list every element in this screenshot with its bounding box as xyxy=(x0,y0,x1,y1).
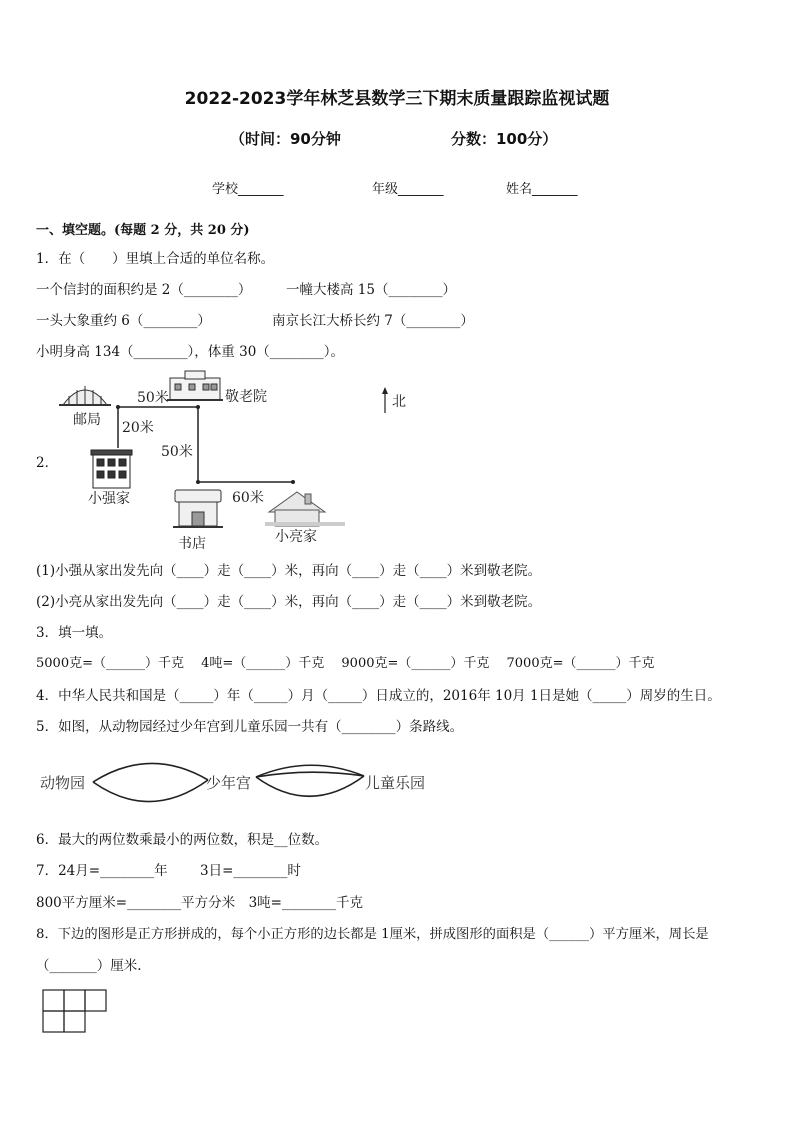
q1-line2a: 一头大象重约 6（________） xyxy=(36,313,211,329)
exam-time: （时间：90分钟 xyxy=(230,130,341,148)
q2-number: 2． xyxy=(36,455,59,471)
q2-route-map xyxy=(55,370,355,555)
route-palace-park-mid xyxy=(256,772,364,777)
route-line xyxy=(118,407,293,482)
label-xiaoliang-home: 小亮家 xyxy=(275,529,317,545)
north-indicator xyxy=(378,386,418,416)
label-dist-60: 60米 xyxy=(232,490,264,506)
label-dist-50-mid: 50米 xyxy=(161,444,193,460)
q8-square-figure xyxy=(42,989,112,1035)
q6-stem: 6．最大的两位数乘最小的两位数，积是__位数。 xyxy=(36,832,329,848)
q1-line1a: 一个信封的面积约是 2（________） xyxy=(36,282,252,298)
q2-sub2: (2)小亮从家出发先向（____）走（____）米，再向（____）走（____）米到敬老院。 xyxy=(36,594,542,610)
label-north: 北 xyxy=(392,394,406,410)
unit-square xyxy=(43,990,64,1011)
nursing-home-icon xyxy=(167,371,223,400)
post-office-icon xyxy=(59,386,111,405)
route-node xyxy=(196,405,200,409)
q7-line1a: 7．24月=________年 xyxy=(36,863,168,879)
unit-square xyxy=(64,990,85,1011)
route-node xyxy=(116,405,120,409)
label-zoo: 动物园 xyxy=(40,774,86,792)
route-zoo-palace-bottom xyxy=(93,780,208,802)
exam-score: 分数：100分） xyxy=(451,130,558,148)
q5-stem: 5．如图，从动物园经过少年宫到儿童乐园一共有（________）条路线。 xyxy=(36,719,464,735)
q3-stem: 3．填一填。 xyxy=(36,625,113,641)
q8-line2: （_______）厘米. xyxy=(36,958,142,974)
label-children-park: 儿童乐园 xyxy=(365,774,426,792)
label-xiaoqiang-home: 小强家 xyxy=(88,491,130,507)
bookstore-icon xyxy=(173,490,223,527)
q1-line3: 小明身高 134（________），体重 30（________）。 xyxy=(36,344,345,360)
q8-line1: 8．下边的图形是正方形拼成的，每个小正方形的边长都是 1厘米，拼成图形的面积是（______）平方厘米，周长是 xyxy=(36,927,709,942)
xiaoqiang-home-icon xyxy=(91,450,132,488)
q7-line2: 800平方厘米=________平方分米 3吨=________千克 xyxy=(36,895,363,911)
route-node xyxy=(196,480,200,484)
unit-square xyxy=(64,1011,85,1032)
q4-stem: 4．中华人民共和国是（_____）年（_____）月（_____）日成立的，2016年 10月 1日是她（_____）周岁的生日。 xyxy=(36,688,721,704)
label-nursing-home: 敬老院 xyxy=(225,389,267,405)
q5-route-diagram xyxy=(38,750,448,810)
page-title: 2022-2023学年林芝县数学三下期末质量跟踪监视试题 xyxy=(184,89,610,109)
q3-line: 5000克=（______）千克 4吨=（______）千克 9000克=（______）千克 7000克=（______）千克 xyxy=(36,656,655,671)
label-post-office: 邮局 xyxy=(73,412,101,428)
xiaoliang-home-icon xyxy=(265,492,345,526)
school-field: 学校_______ xyxy=(212,182,284,197)
label-dist-50-top: 50米 xyxy=(137,390,169,406)
q2-sub1: (1)小强从家出发先向（____）走（____）米，再向（____）走（____）米到敬老院。 xyxy=(36,563,542,579)
unit-square xyxy=(43,1011,64,1032)
route-palace-park-bottom xyxy=(256,776,364,796)
q7-line1b: 3日=________时 xyxy=(200,863,301,879)
label-dist-20: 20米 xyxy=(122,420,154,436)
name-field: 姓名_______ xyxy=(506,182,578,197)
label-youth-palace: 少年宫 xyxy=(206,774,252,792)
q1-line1b: 一幢大楼高 15（________） xyxy=(286,282,456,298)
unit-square xyxy=(85,990,106,1011)
label-bookstore: 书店 xyxy=(178,536,206,552)
section-heading: 一、填空题。(每题 2 分，共 20 分) xyxy=(36,223,250,238)
q1-line2b: 南京长江大桥长约 7（________） xyxy=(272,313,474,329)
route-node xyxy=(291,480,295,484)
route-zoo-palace-top xyxy=(93,763,208,782)
q1-stem: 1．在（ ）里填上合适的单位名称。 xyxy=(36,251,275,267)
grade-field: 年级_______ xyxy=(372,182,444,197)
